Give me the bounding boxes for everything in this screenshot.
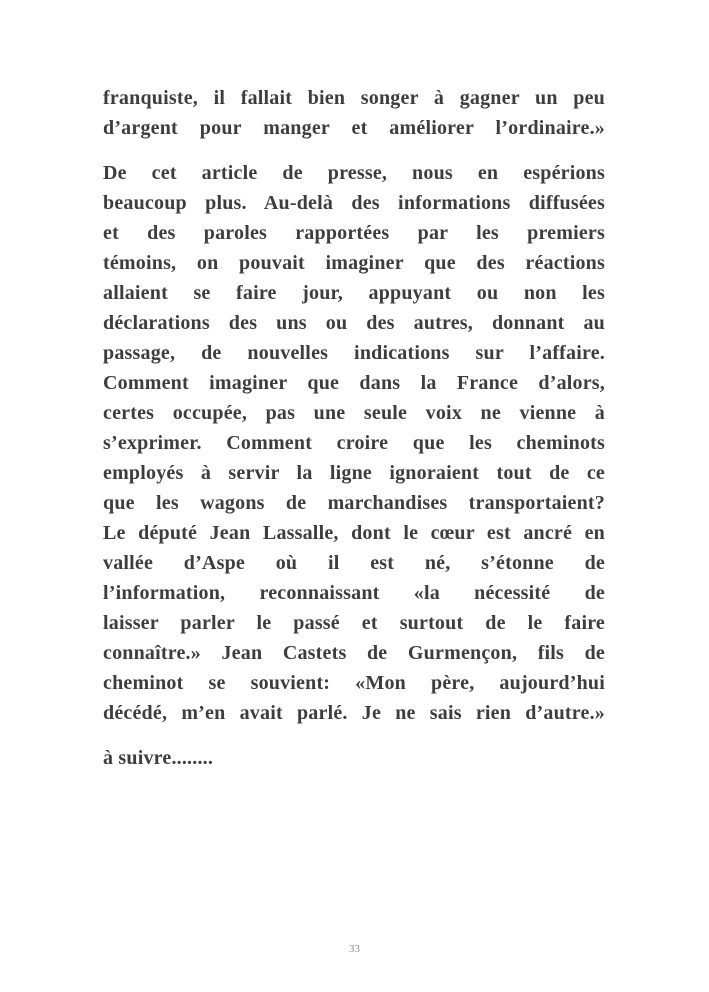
- body-text: [103, 83, 605, 788]
- paragraph: [103, 158, 605, 728]
- text-line: beaucoup plus. Au-delà des informations diffusées: [103, 192, 605, 214]
- text-line: à suivre........: [103, 747, 214, 769]
- text-line: s’exprimer. Comment croire que les cheminots: [103, 432, 605, 454]
- paragraph: [103, 743, 605, 773]
- text-line: d’argent pour manger et améliorer l’ordinaire.»: [103, 117, 605, 139]
- text-line: employés à servir la ligne ignoraient tout de ce: [103, 462, 605, 484]
- text-line: cheminot se souvient: «Mon père, aujourd’hui: [103, 672, 605, 694]
- text-line: laisser parler le passé et surtout de le faire: [103, 612, 605, 634]
- text-line: Comment imaginer que dans la France d’alors,: [103, 372, 605, 394]
- text-line: Le député Jean Lassalle, dont le cœur est ancré en: [103, 522, 605, 544]
- text-line: allaient se faire jour, appuyant ou non les: [103, 282, 605, 304]
- page-number: 33: [349, 943, 360, 955]
- text-line: vallée d’Aspe où il est né, s’étonne de: [103, 552, 605, 574]
- text-line: franquiste, il fallait bien songer à gagner un peu: [103, 87, 605, 109]
- text-line: décédé, m’en avait parlé. Je ne sais rien d’autre.»: [103, 702, 605, 724]
- text-line: connaître.» Jean Castets de Gurmençon, fils de: [103, 642, 605, 664]
- text-line: De cet article de presse, nous en espérions: [103, 162, 605, 184]
- text-line: certes occupée, pas une seule voix ne vienne à: [103, 402, 605, 424]
- text-line: l’information, reconnaissant «la nécessité de: [103, 582, 605, 604]
- text-line: passage, de nouvelles indications sur l’affaire.: [103, 342, 605, 364]
- text-line: et des paroles rapportées par les premiers: [103, 222, 605, 244]
- text-line: témoins, on pouvait imaginer que des réactions: [103, 252, 605, 274]
- text-line: que les wagons de marchandises transportaient?: [103, 492, 605, 514]
- text-line: déclarations des uns ou des autres, donnant au: [103, 312, 605, 334]
- paragraph: [103, 83, 605, 143]
